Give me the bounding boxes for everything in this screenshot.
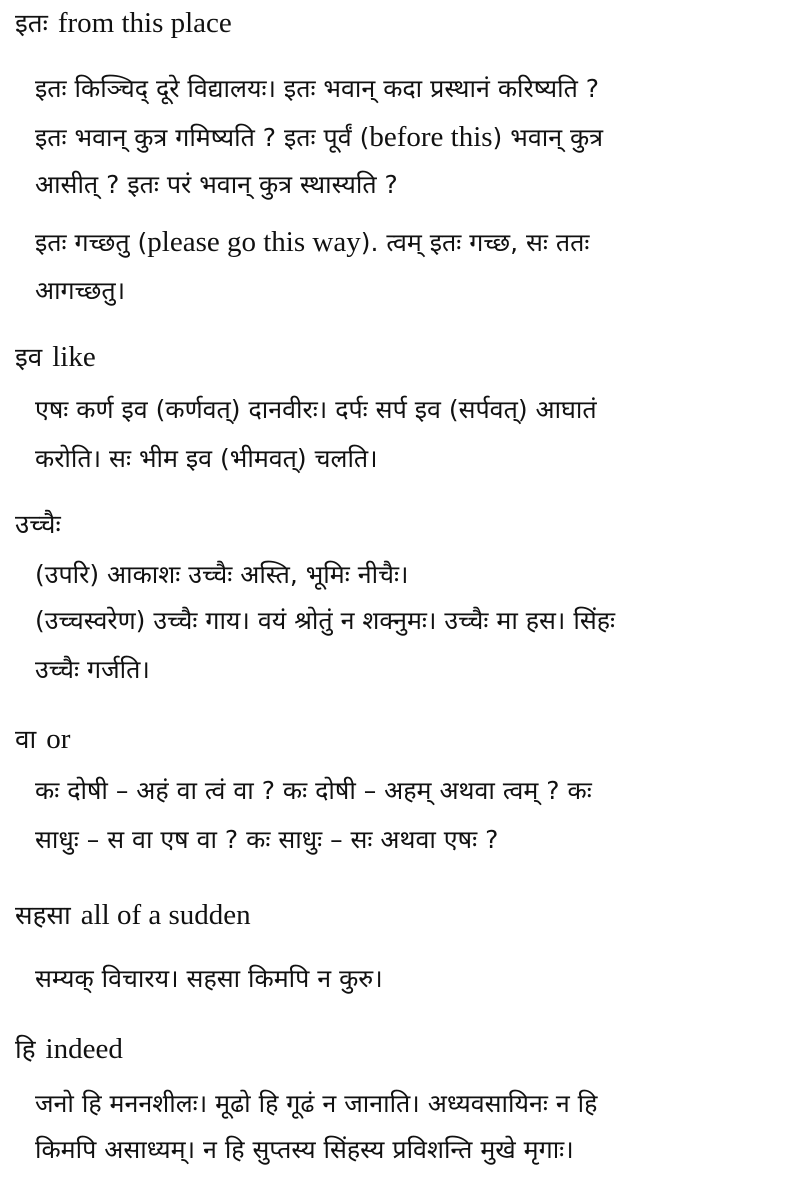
headword-sanskrit: वा (15, 725, 37, 755)
headword-gloss: like (52, 341, 96, 373)
headword-sanskrit: सहसा (15, 901, 71, 931)
entry-headword (15, 898, 251, 933)
example-line: इतः गच्छतु (please go this way). त्वम् इतः गच्छ, सः ततः (35, 226, 590, 258)
example-line: (उच्चस्वरेण) उच्चैः गाय। वयं श्रोतुं न शक्नुमः। उच्चैः मा हस। सिंहः (35, 606, 616, 635)
headword-sanskrit: उच्चैः (15, 510, 61, 540)
example-line: जनो हि मननशीलः। मूढो हि गूढं न जानाति। अध्यवसायिनः न हि (35, 1089, 598, 1118)
example-line: करोति। सः भीम इव (भीमवत्) चलति। (35, 444, 378, 473)
entry-headword (15, 340, 96, 375)
headword-gloss: all of a sudden (80, 899, 251, 931)
example-line: उच्चैः गर्जति। (35, 655, 150, 684)
headword-gloss: indeed (45, 1033, 123, 1065)
example-line: आगच्छतु। (35, 276, 126, 305)
example-line: सम्यक् विचारय। सहसा किमपि न कुरु। (35, 964, 383, 993)
headword-gloss: or (46, 723, 71, 755)
headword-gloss: from this place (57, 7, 232, 39)
example-line: (उपरि) आकाशः उच्चैः अस्ति, भूमिः नीचैः। (35, 560, 409, 589)
example-line: आसीत् ? इतः परं भवान् कुत्र स्थास्यति ? (35, 170, 398, 199)
entry-headword (15, 1032, 123, 1067)
entry-headword (15, 722, 70, 757)
headword-sanskrit: इतः (15, 9, 48, 39)
entry-headword (15, 507, 71, 542)
example-line: एषः कर्ण इव (कर्णवत्) दानवीरः। दर्पः सर्प इव (सर्पवत्) आघातं (35, 395, 597, 424)
headword-sanskrit: इव (15, 343, 43, 373)
headword-sanskrit: हि (15, 1035, 36, 1065)
example-line: इतः किञ्चिद् दूरे विद्यालयः। इतः भवान् कदा प्रस्थानं करिष्यति ? (35, 74, 600, 103)
example-line: किमपि असाध्यम्। न हि सुप्तस्य सिंहस्य प्रविशन्ति मुखे मृगाः। (35, 1135, 574, 1164)
example-line: इतः भवान् कुत्र गमिष्यति ? इतः पूर्वं (before this) भवान् कुत्र (35, 121, 604, 153)
entry-headword (15, 6, 232, 41)
example-line: साधुः – स वा एष वा ? कः साधुः – सः अथवा एषः ? (35, 825, 499, 854)
example-line: कः दोषी – अहं वा त्वं वा ? कः दोषी – अहम् अथवा त्वम् ? कः (35, 776, 592, 805)
